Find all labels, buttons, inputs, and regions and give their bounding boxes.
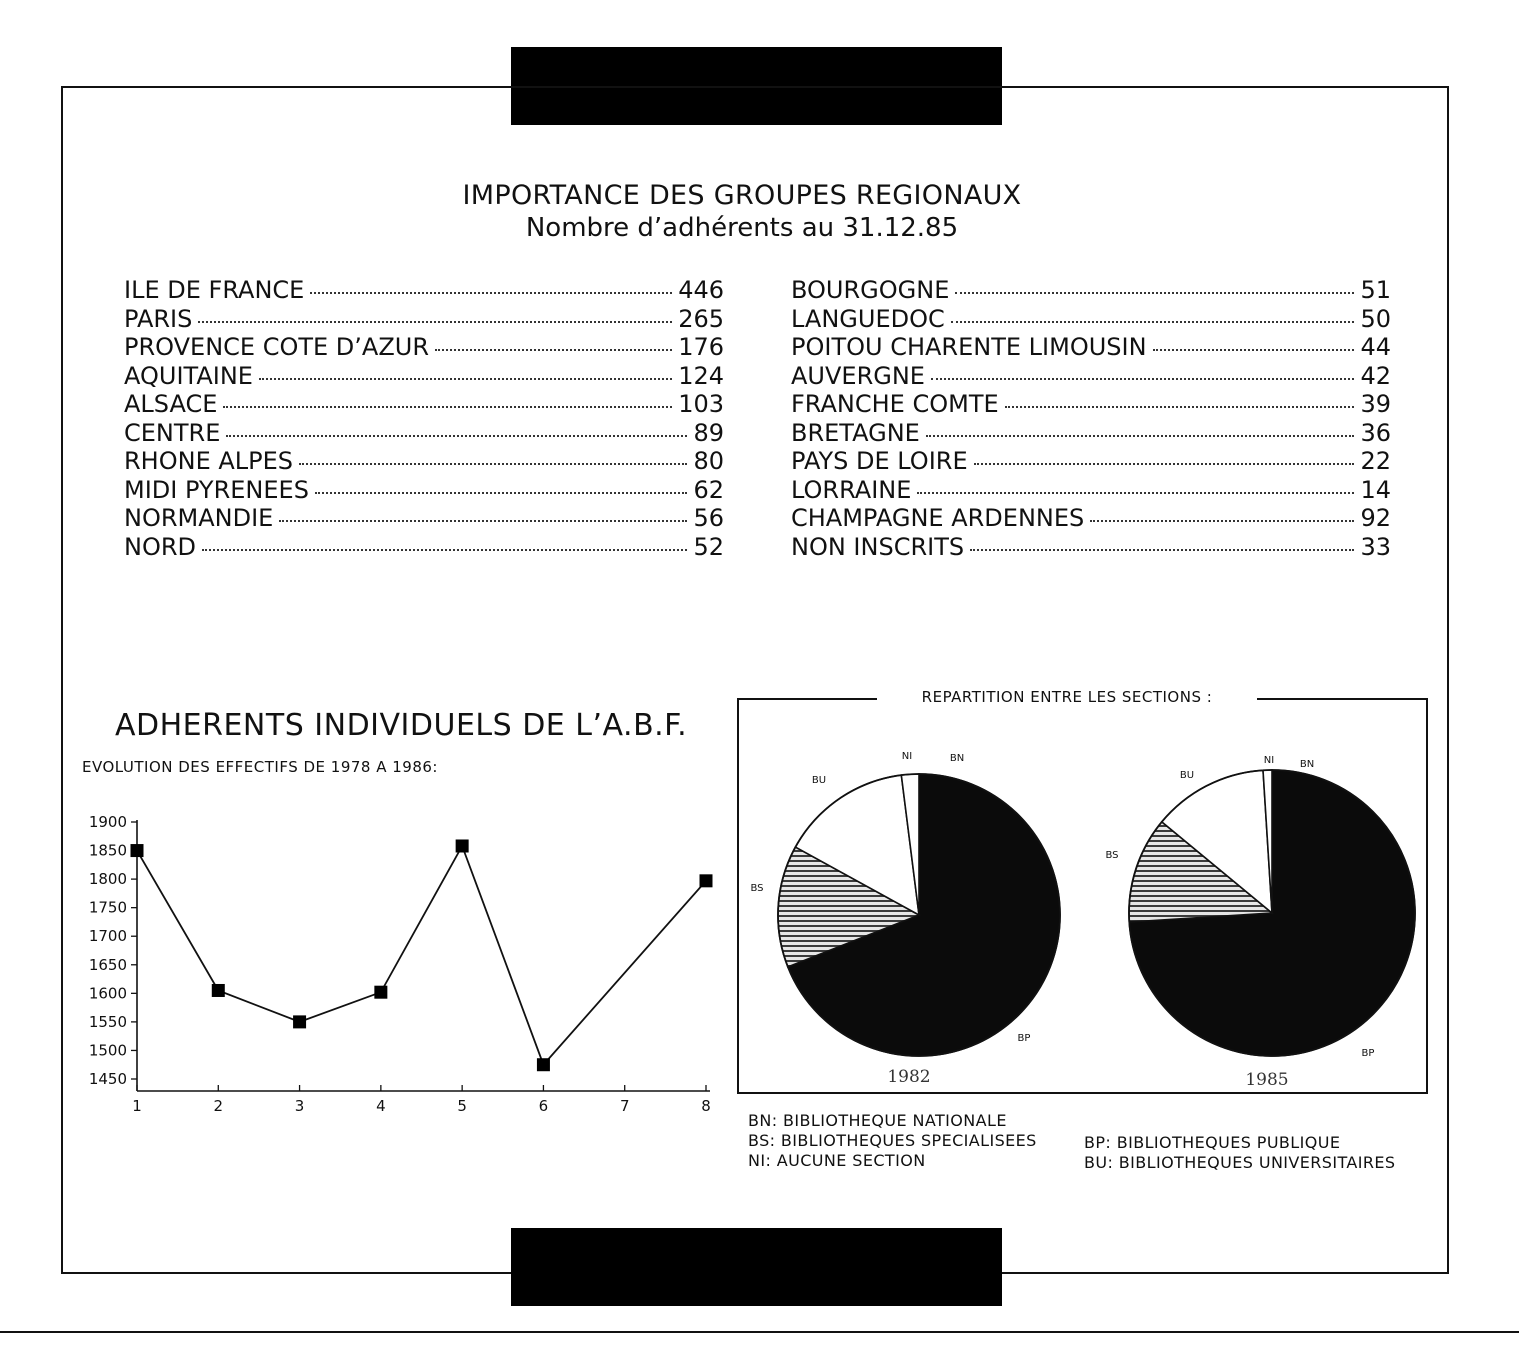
dot-leader	[926, 435, 1355, 437]
x-tick-label: 4	[376, 1097, 386, 1115]
legend-bp: BP: BIBLIOTHEQUES PUBLIQUE	[1084, 1133, 1341, 1152]
y-tick-label: 1500	[88, 1041, 127, 1060]
page-title: IMPORTANCE DES GROUPES REGIONAUX	[462, 180, 1022, 211]
line-chart	[70, 805, 720, 1125]
pie-charts	[737, 700, 1428, 1094]
region-row	[124, 276, 724, 305]
x-tick-label: 8	[701, 1097, 711, 1115]
region-count: 62	[693, 475, 724, 504]
region-name: POITOU CHARENTE LIMOUSIN	[791, 333, 1147, 361]
region-count: 446	[678, 276, 724, 304]
region-count: 44	[1360, 333, 1391, 361]
x-tick-label: 3	[294, 1097, 305, 1115]
legend-bs: BS: BIBLIOTHEQUES SPECIALISEES	[748, 1131, 1037, 1150]
dot-leader	[202, 549, 687, 551]
slice-label: BN	[1299, 759, 1315, 770]
region-name: BOURGOGNE	[791, 276, 950, 304]
slice-label: BS	[750, 883, 764, 894]
pies-title: REPARTITION ENTRE LES SECTIONS :	[884, 688, 1250, 706]
slice-label: NI	[901, 751, 913, 762]
region-row	[791, 476, 1391, 505]
region-count: 22	[1360, 447, 1391, 475]
dot-leader	[198, 321, 672, 323]
region-row	[124, 533, 724, 562]
x-tick-label: 2	[213, 1097, 224, 1115]
x-tick-label: 1	[132, 1097, 142, 1115]
slice-label: BP	[1361, 1048, 1375, 1059]
slice-label: BU	[1179, 770, 1195, 781]
line-chart-subtitle: EVOLUTION DES EFFECTIFS DE 1978 A 1986:	[82, 758, 438, 776]
region-count: 50	[1360, 304, 1391, 333]
y-tick-label: 1800	[88, 870, 127, 889]
dot-leader	[1153, 349, 1355, 351]
data-point	[293, 1015, 306, 1028]
data-point	[131, 844, 144, 857]
region-count: 80	[693, 447, 724, 475]
dot-leader	[931, 378, 1354, 380]
region-name: NORMANDIE	[124, 504, 274, 532]
slice-label: BN	[949, 753, 965, 764]
y-tick-label: 1650	[88, 955, 127, 974]
region-name: ALSACE	[124, 390, 218, 418]
dot-leader	[1090, 520, 1354, 522]
region-row	[791, 333, 1391, 362]
slice-label: BP	[1017, 1033, 1031, 1044]
region-count: 51	[1360, 276, 1391, 304]
region-row	[791, 419, 1391, 448]
region-row	[124, 333, 724, 362]
x-tick-label: 6	[538, 1097, 549, 1115]
region-row	[791, 362, 1391, 391]
region-row	[791, 276, 1391, 305]
legend-ni: NI: AUCUNE SECTION	[748, 1151, 926, 1170]
region-name: NON INSCRITS	[791, 532, 965, 561]
dot-leader	[299, 463, 687, 465]
region-count: 56	[693, 504, 724, 532]
dot-leader	[951, 321, 1355, 323]
region-name: CHAMPAGNE ARDENNES	[791, 504, 1085, 532]
region-name: LORRAINE	[791, 475, 912, 504]
line-chart-title: ADHERENTS INDIVIDUELS DE L’A.B.F.	[115, 708, 688, 743]
region-name: LANGUEDOC	[791, 304, 945, 333]
dot-leader	[955, 292, 1354, 294]
slice-label: BS	[1105, 850, 1119, 861]
region-name: PAYS DE LOIRE	[791, 447, 968, 475]
legend-bn: BN: BIBLIOTHEQUE NATIONALE	[748, 1111, 1007, 1130]
y-tick-label: 1450	[88, 1070, 127, 1088]
region-count: 33	[1360, 532, 1391, 561]
region-name: ILE DE FRANCE	[124, 276, 305, 304]
region-row	[124, 419, 724, 448]
y-tick-label: 1600	[88, 984, 127, 1003]
region-count: 36	[1360, 418, 1391, 447]
region-name: NORD	[124, 532, 196, 561]
slice-label: BU	[811, 775, 827, 786]
region-row	[124, 504, 724, 533]
series-line	[137, 846, 706, 1065]
pie-year-label: 1982	[887, 1067, 931, 1087]
region-name: FRANCHE COMTE	[791, 390, 999, 418]
region-name: RHONE ALPES	[124, 447, 294, 475]
y-tick-label: 1750	[88, 898, 127, 917]
bottom-rule	[0, 1331, 1519, 1333]
region-row	[791, 533, 1391, 562]
legend-bu: BU: BIBLIOTHEQUES UNIVERSITAIRES	[1084, 1153, 1396, 1172]
dot-leader	[279, 520, 687, 522]
dot-leader	[917, 492, 1354, 494]
dot-leader	[974, 463, 1355, 465]
dot-leader	[315, 492, 688, 494]
region-count: 124	[678, 361, 724, 390]
data-point	[700, 874, 713, 887]
region-count: 52	[693, 532, 724, 561]
data-point	[456, 839, 469, 852]
pie-year-label: 1985	[1245, 1070, 1289, 1090]
region-row	[124, 476, 724, 505]
region-name: AUVERGNE	[791, 361, 925, 390]
region-count: 92	[1360, 504, 1391, 532]
dot-leader	[970, 549, 1354, 551]
y-tick-label: 1850	[88, 841, 127, 860]
region-name: PARIS	[124, 304, 193, 333]
x-tick-label: 5	[457, 1097, 467, 1115]
region-row	[124, 362, 724, 391]
region-row	[791, 390, 1391, 419]
dot-leader	[223, 406, 672, 408]
region-name: BRETAGNE	[791, 418, 920, 447]
page-subtitle: Nombre d’adhérents au 31.12.85	[525, 213, 959, 243]
data-point	[212, 984, 225, 997]
region-name: AQUITAINE	[124, 361, 253, 390]
bottom-black-bar	[511, 1228, 1002, 1306]
region-count: 89	[693, 418, 724, 447]
region-name: PROVENCE COTE D’AZUR	[124, 333, 430, 361]
dot-leader	[226, 435, 687, 437]
regions-list-left	[124, 276, 724, 561]
region-count: 103	[678, 390, 724, 418]
region-row	[124, 447, 724, 476]
region-count: 42	[1360, 361, 1391, 390]
slice-label: NI	[1263, 755, 1275, 766]
dot-leader	[1005, 406, 1355, 408]
y-tick-label: 1700	[88, 927, 127, 946]
dot-leader	[435, 349, 672, 351]
region-count: 39	[1360, 390, 1391, 418]
data-point	[374, 986, 387, 999]
region-row	[124, 390, 724, 419]
y-tick-label: 1550	[88, 1012, 127, 1031]
regions-list-right	[791, 276, 1391, 561]
region-row	[124, 305, 724, 334]
region-count: 176	[678, 333, 724, 361]
dot-leader	[310, 292, 672, 294]
dot-leader	[259, 378, 672, 380]
x-tick-label: 7	[619, 1097, 630, 1115]
region-row	[791, 504, 1391, 533]
region-count: 14	[1360, 475, 1391, 504]
region-name: CENTRE	[124, 418, 221, 447]
region-count: 265	[678, 304, 724, 333]
region-row	[791, 305, 1391, 334]
region-row	[791, 447, 1391, 476]
y-tick-label: 1900	[88, 813, 127, 831]
data-point	[537, 1058, 550, 1071]
region-name: MIDI PYRENEES	[124, 475, 309, 504]
